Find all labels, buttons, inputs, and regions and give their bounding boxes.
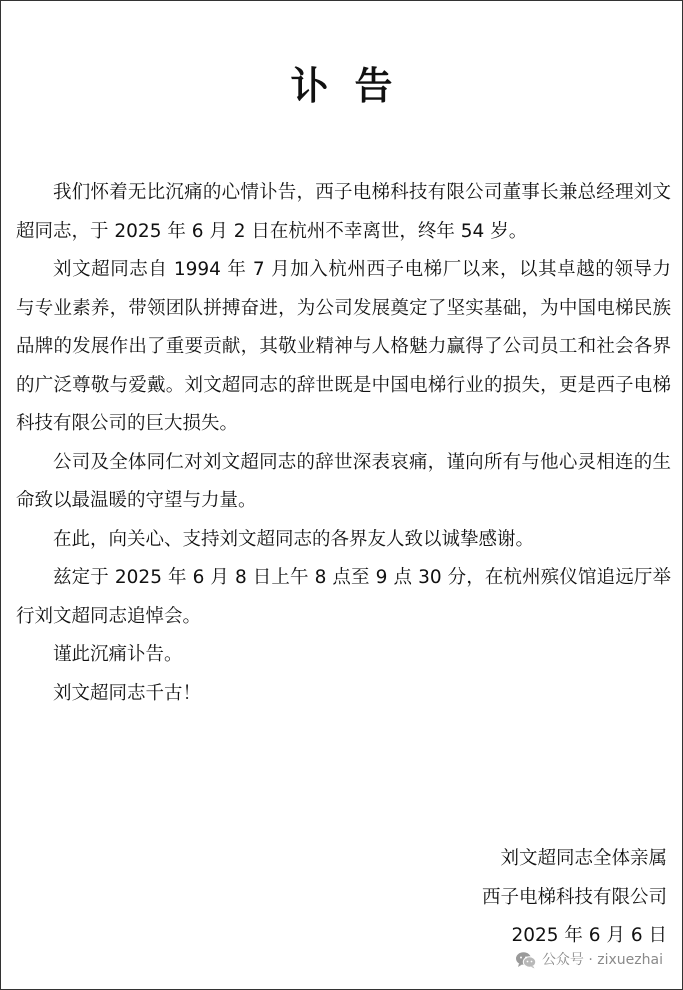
signature-block [482,840,667,956]
notice-body [16,174,671,713]
notice-title: 讣告 [290,64,419,108]
paragraph-farewell: 刘文超同志千古！ [53,682,202,704]
paragraph-announcement: 我们怀着无比沉痛的心情讣告，西子电梯科技有限公司董事长兼总经理刘文超同志，于 2025 年 6 月 2 日在杭州不幸离世，终年 54 岁。 [16,182,671,242]
signature-date: 2025 年 6 月 6 日 [511,925,667,946]
signature-family: 刘文超同志全体亲属 [500,848,667,869]
paragraph-thanks: 在此，向关心、支持刘文超同志的各界友人致以诚挚感谢。 [53,528,535,550]
watermark-text: 公众号 · zixuezhai [541,952,663,968]
paragraph-condolence: 公司及全体同仁对刘文超同志的辞世深表哀痛，谨向所有与他心灵相连的生命致以最温暖的守望与力量。 [16,451,671,511]
watermark [515,950,663,970]
signature-company: 西子电梯科技有限公司 [481,886,667,908]
paragraph-memorial-service: 兹定于 2025 年 6 月 8 日上午 8 点至 9 点 30 分，在杭州殡仪馆追远厅举行刘文超同志追悼会。 [16,567,671,627]
wechat-icon [515,951,537,969]
paragraph-closing: 谨此沉痛讣告。 [53,644,183,665]
paragraph-biography: 刘文超同志自 1994 年 7 月加入杭州西子电梯厂以来，以其卓越的领导力与专业素养，带领团队拼搏奋进，为公司发展奠定了坚实基础，为中国电梯民族品牌的发展作出了重要贡献，其敬业精神与人格魅力赢得了公司员工和社会各界的广泛尊敬与爱戴。刘文超同志的辞世既是中国电梯行业的损失，更是西子电梯科技有限公司的巨大损失。 [16,259,671,434]
